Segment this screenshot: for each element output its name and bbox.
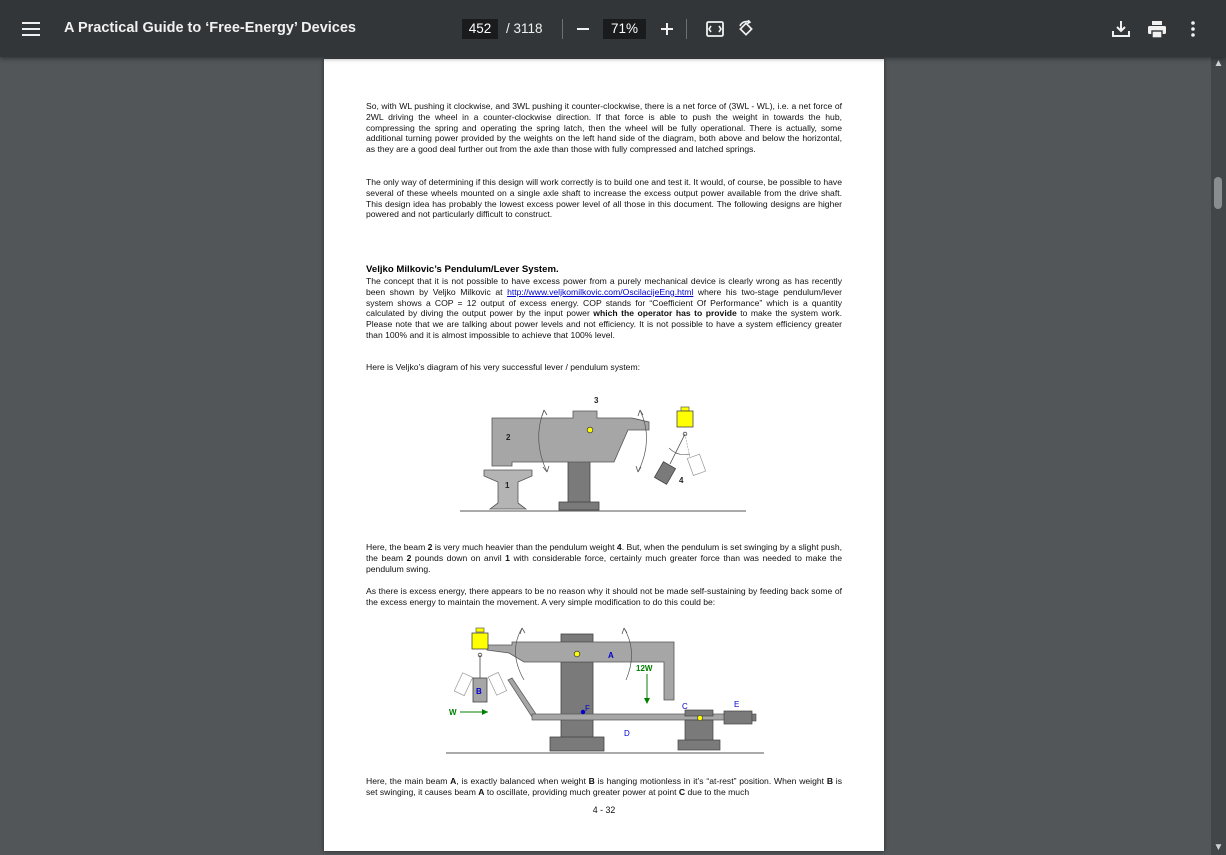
pendulum-pivot-block [677,411,693,427]
text-span: to oscillate, providing much greater power at point [484,786,679,797]
rotate-icon[interactable] [730,13,762,45]
support-post [561,662,593,742]
paragraph [366,776,842,798]
pendulum-pivot-block [472,633,488,649]
post-base [559,502,599,510]
label-c: C [682,702,688,711]
label-beam: 2 [506,433,511,442]
text-span: Here, the main beam [366,776,451,786]
pivot-point [574,651,580,657]
section-heading: Veljko Milkovic’s Pendulum/Lever System. [366,264,559,275]
paragraph [366,276,842,341]
bold-text: 2 [406,552,412,563]
bold-text: 1 [505,552,510,563]
vertical-scrollbar[interactable] [1211,57,1226,855]
label-w: W [449,708,457,717]
text-span: with considerable force, certainly much greater force than was needed to make the pendulum swing. [366,552,842,574]
paragraph: So, with WL pushing it clockwise, and 3WL pushing it counter-clockwise, there is a net force of (3WL - WL), i.e. a net force of 2WL driving the wheel in a counter-clockwise direction. If that force is able to push the weight in towards the hub, compressing the spring and operating the spring latch, then the wheel will be fully operational. There is actually, some additional turning power provided by the weights on the left hand side of the diagram, both above and below the horizontal, as they are a good deal further out from the axle than those with fully compressed and latched springs. [366,101,842,155]
bold-text: 2 [427,542,433,552]
hamburger-menu-icon[interactable] [15,13,47,45]
bold-text: B [588,776,595,786]
push-rod [508,678,536,717]
bold-text: 4 [616,542,622,552]
pdf-page [324,59,884,851]
pendulum-ghost [687,454,705,475]
external-link[interactable]: http://www.veljkomilkovic.com/OscilacijeEng.html [507,286,694,297]
pendulum-top [681,407,689,411]
bold-text: A [450,776,457,786]
label-anvil: 1 [505,481,510,490]
text-span: . But, when the pendulum is set swinging by a slight push, the beam [366,542,843,563]
scrollbar-thumb[interactable] [1214,177,1222,209]
label-12w: 12W [636,664,653,673]
scroll-down-icon[interactable]: ▼ [1213,842,1224,853]
pendulum-rod [670,434,685,464]
toolbar-divider [562,19,563,39]
paragraph: As there is excess energy, there appears to be no reason why it should not be made self-sustaining by feeding back some of the excess energy to maintain the movement. A very simple modification to do this could be: [366,586,842,607]
toolbar-divider [686,19,687,39]
text-span: is set swinging, it causes beam [366,776,843,797]
beam-shape [492,411,649,466]
pendulum-ghost [488,672,506,695]
paragraph [366,542,842,574]
bold-text: C [678,786,686,797]
label-a: A [608,651,614,660]
text-span: is very much heavier than the pendulum weight [432,542,617,552]
self-sustaining-modification-diagram [442,622,772,762]
zoom-level-input[interactable] [603,19,646,39]
pendulum-weight [654,462,675,485]
paragraph: The only way of determining if this design will work correctly is to build one and test it. It would, of course, be possible to have several of these wheels mounted on a single axle shaft to increase the excess output power available from the drive shaft. This design idea has probably the lowest excess power level of all those in this document. The following designs are higher powered and not particularly difficult to construct. [366,177,842,220]
zoom-out-icon[interactable] [567,13,599,45]
print-icon[interactable] [1141,13,1173,45]
bold-text: B [826,776,834,786]
text-span: due to the much [685,786,750,797]
bold-text: which the operator has to provide [593,308,737,319]
total-pages: / 3118 [506,21,543,36]
label-e: E [734,700,740,709]
download-icon[interactable] [1105,13,1137,45]
weight-e [724,711,752,724]
pivot-point [587,427,593,433]
swing-arc [638,410,647,472]
pendulum-ghost [454,673,472,696]
zoom-in-icon[interactable] [651,13,683,45]
more-options-icon[interactable] [1177,13,1209,45]
text-span: is hanging motionless in it’s “at-rest” position. When weight [594,776,827,786]
label-pendulum: 4 [679,476,684,485]
fit-to-page-icon[interactable] [699,13,731,45]
text-span: , is exactly balanced when weight [456,776,589,786]
post-base [550,737,604,751]
text-span: Here, the beam [366,542,428,552]
text-span: where his two-stage pendulum/lever system shows a COP = 12 output of excess energy. COP stands for “Coefficient Of Performance” which is a quantity calculated by diving the output power by the input power [366,286,842,319]
text-span: The concept that it is not possible to have excess power from a purely mechanical device is clearly wrong as has recently been shown by Veljko Milkovic at [366,276,842,297]
bold-text: A [478,786,485,797]
scroll-up-icon[interactable]: ▲ [1213,58,1224,69]
pdf-toolbar [0,0,1226,57]
label-pivot: 3 [594,396,599,405]
label-f: F [585,704,590,713]
paragraph: Here is Veljko’s diagram of his very successful lever / pendulum system: [366,362,640,372]
text-span: to make the system work. Please note that we are talking about power levels and not efficiency. It is not possible to have a system efficiency greater than 100% and it is almost impossible to achieve that 100% level. [366,308,842,340]
page-number-input[interactable] [462,19,498,39]
label-b: B [476,687,482,696]
label-d: D [624,729,630,738]
page-footer-number: 4 - 32 [592,805,616,815]
text-span: pounds down on anvil [411,552,506,563]
pendulum-lever-diagram [454,392,754,517]
document-title: A Practical Guide to ‘Free-Energy’ Devices [64,20,356,36]
